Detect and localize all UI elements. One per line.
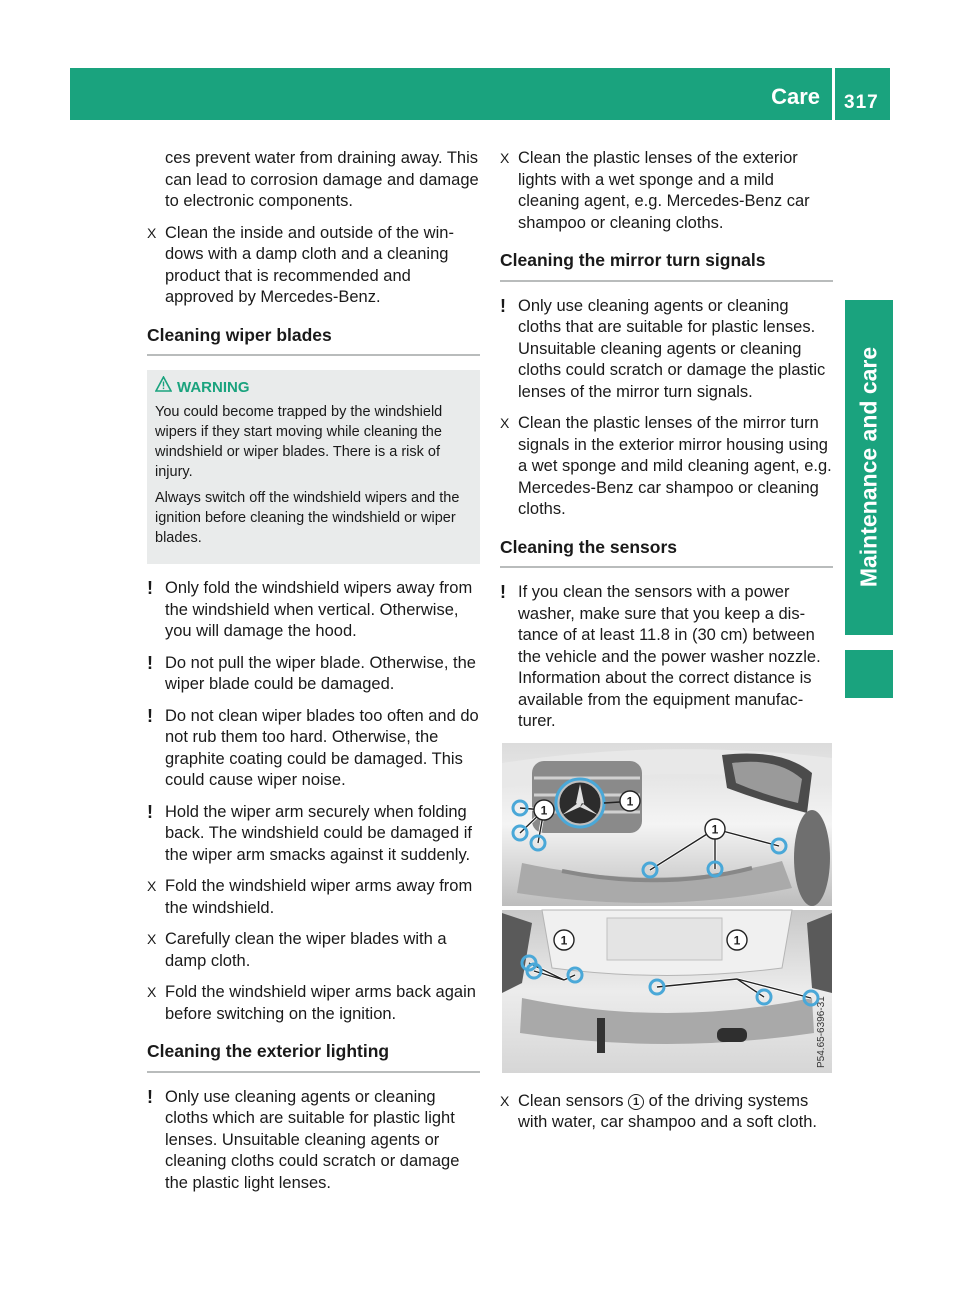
warning-text-1: You could become trapped by the windshield wipers if they start moving while cleaning the windshield or wiper blades. There is a risk of injury. [155,404,443,480]
callout-number: 1 [560,933,568,947]
step-item [500,148,833,234]
note-item [147,653,480,696]
step-text-after: of the driving systems with water, car shampoo and a soft cloth. [518,1091,817,1131]
step-text-before: Clean sensors [518,1091,624,1110]
note-text: Only fold the windshield wipers away from the windshield when vertical. Otherwise, you will damage the hood. [165,579,473,640]
heading-wiper-blades: Cleaning wiper blades [147,325,480,357]
note-exclamation-icon: ! [500,295,506,316]
heading-exterior-lighting: Cleaning the exterior lighting [147,1041,480,1073]
note-item [147,802,480,867]
note-exclamation-icon: ! [147,1086,153,1107]
step-arrow-icon: X [500,150,510,166]
step-item [147,223,480,309]
note-item [147,578,480,643]
note-text: Only use cleaning agents or cleaning cloths that are suitable for plastic lenses. Unsuitable cleaning agents or cleaning cloths could scratch or damage the plastic lenses of the mirror turn signals. [518,296,826,401]
note-exclamation-icon: ! [147,801,153,822]
inline-callout: 1 [628,1094,644,1110]
heading-sensors: Cleaning the sensors [500,537,833,569]
callout-number: 1 [626,794,634,808]
step-item [500,1091,833,1134]
step-item [147,982,480,1025]
heading-mirror-turn-signals: Cleaning the mirror turn signals [500,250,833,282]
front-bumper-view [502,743,832,906]
step-arrow-icon: X [147,878,157,894]
callout-number: 1 [733,933,741,947]
note-text: Only use cleaning agents or cleaning cloths which are suitable for plastic light lenses. Unsuitable cleaning agents or cleaning cloths could scratch or damage the plastic light lenses. [165,1087,460,1192]
step-text: Fold the windshield wiper arms back again before switching on the ignition. [165,983,476,1023]
left-column [147,148,480,1204]
note-text: Do not pull the wiper blade. Otherwise, the wiper blade could be damaged. [165,653,476,693]
note-exclamation-icon: ! [147,652,153,673]
header-bar [70,68,890,120]
note-item [500,296,833,404]
step-arrow-icon: X [500,415,510,431]
warning-title-text: WARNING [177,379,250,396]
step-text [518,1092,817,1132]
sensor-location-figure [502,743,832,1073]
step-text: Clean the inside and outside of the win- dows with a damp cloth and a cleaning product that is recommended and approved by Mercedes-Benz. [165,223,454,306]
sensor-illustration [502,743,832,1073]
step-text: Clean the plastic lenses of the exterior lights with a wet sponge and a mild cleaning agent, e.g. Mercedes-Benz car shampoo or cleaning cloths. [518,149,810,232]
step-arrow-icon: X [500,1092,510,1109]
note-text: Hold the wiper arm securely when folding back. The windshield could be damaged if the wiper arm smacks against it suddenly. [165,802,472,864]
intro-paragraph: ces prevent water from draining away. This can lead to corrosion damage and damage to electronic components. [165,149,479,210]
note-item [147,1087,480,1195]
page-number: 317 [844,92,879,113]
step-arrow-icon: X [147,224,157,241]
warning-triangle-icon [155,376,172,398]
step-arrow-icon: X [147,984,157,1000]
warning-text-2: Always switch off the windshield wipers and the ignition before cleaning the windshield or wiper blades. [155,490,460,546]
section-title: Care [771,84,820,109]
note-item [147,706,480,792]
warning-title [177,378,472,398]
chapter-tab-label: Maintenance and care [855,346,882,588]
step-item [147,876,480,919]
callout-number: 1 [540,803,548,817]
header-separator [832,68,835,120]
note-text: If you clean the sensors with a power washer, make sure that you keep a dis- tance of at least 11.8 in (30 cm) between the vehicle and the power washer nozzle. Information about the correct distance is available from the equipment manufac- turer. [518,583,821,730]
step-item [500,413,833,521]
note-exclamation-icon: ! [147,578,153,598]
figure-divider [502,906,832,910]
step-arrow-icon: X [147,931,157,947]
step-item [147,929,480,972]
note-exclamation-icon: ! [147,705,153,726]
note-text: Do not clean wiper blades too often and do not rub them too hard. Otherwise, the graphite coating could be damaged. This could cause wiper noise. [165,706,479,789]
warning-box [147,370,480,564]
note-item [500,582,833,733]
note-exclamation-icon: ! [500,582,506,602]
right-column [500,148,833,1144]
figure-code: P54.65-6396-31 [816,995,827,1068]
callout-number: 1 [711,822,719,836]
step-text: Clean the plastic lenses of the mirror turn signals in the exterior mirror housing using a wet sponge and mild cleaning agent, e.g. Mercedes-Benz car shampoo or cleaning cloths. [518,414,832,518]
chapter-marker [845,650,893,698]
step-text: Fold the windshield wiper arms away from the windshield. [165,877,473,917]
step-text: Carefully clean the wiper blades with a damp cloth. [165,930,447,970]
